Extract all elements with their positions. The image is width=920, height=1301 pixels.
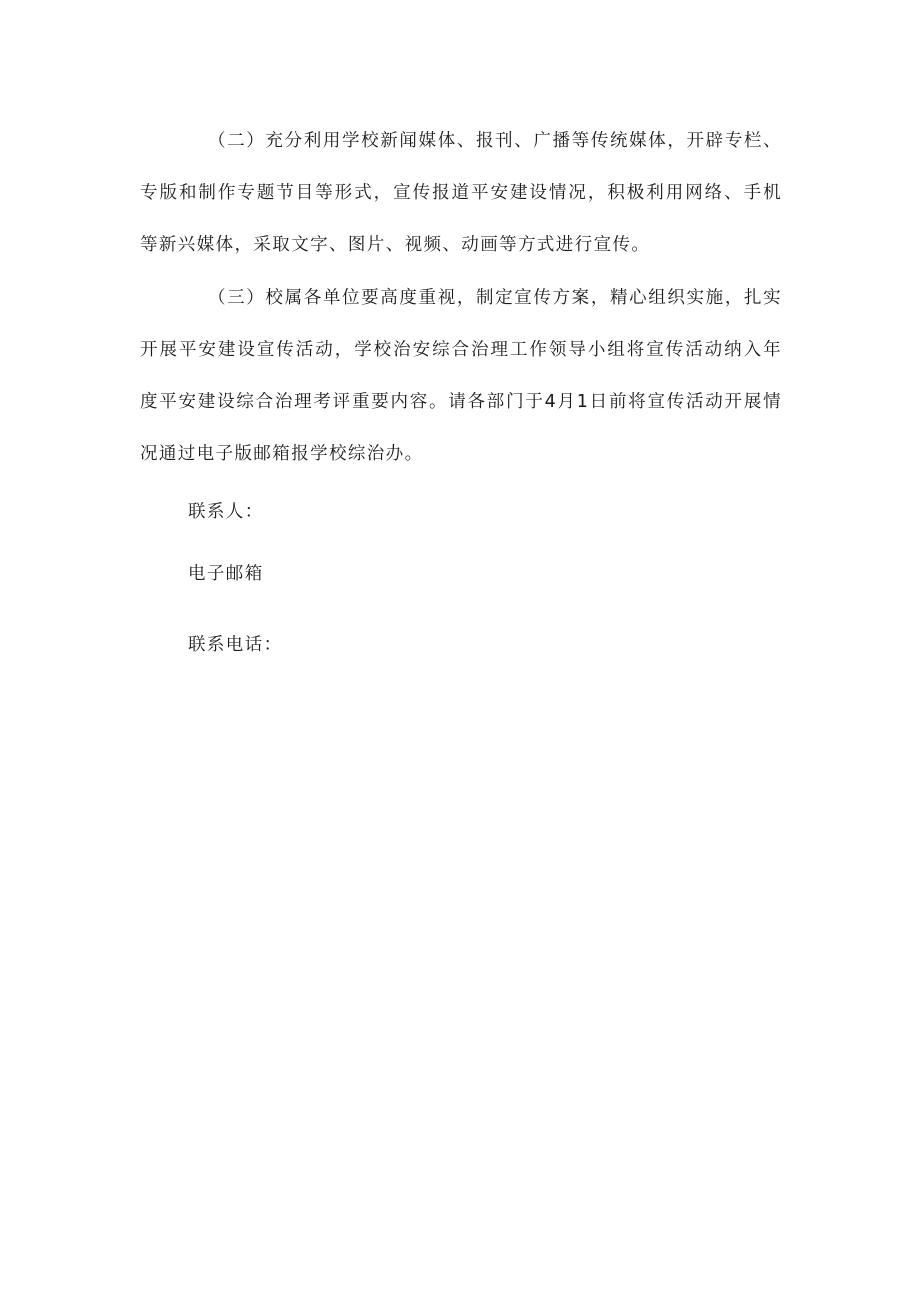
contact-phone-label: 联系电话： bbox=[188, 635, 283, 655]
contact-person-label: 联系人： bbox=[188, 502, 264, 522]
contact-email-label: 电子邮箱 bbox=[188, 564, 264, 584]
paragraph-traditional-media: （二）充分利用学校新闻媒体、报刊、广播等传统媒体，开辟专栏、专版和制作专题节目等形式，宣传报道平安建设情况，积极利用网络、手机等新兴媒体，采取文字、图片、视频、动画等方式进行宣传。 bbox=[140, 131, 782, 255]
paragraph-unit-requirements: （三）校属各单位要高度重视，制定宣传方案，精心组织实施，扎实开展平安建设宣传活动，学校治安综合治理工作领导小组将宣传活动纳入年度平安建设综合治理考评重要内容。请各部门于4月1日前将宣传活动开展情况通过电子版邮箱报学校综治办。 bbox=[140, 288, 782, 464]
